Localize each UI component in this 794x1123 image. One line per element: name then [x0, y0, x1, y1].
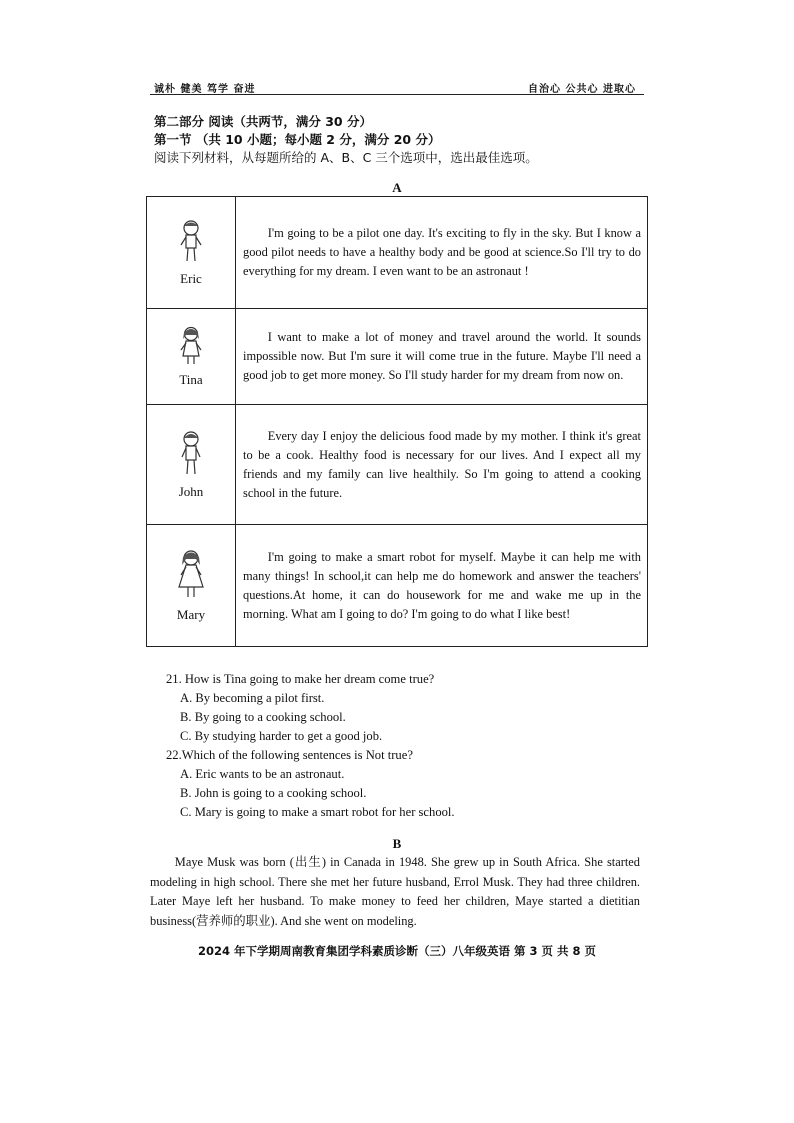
section-title: 第一节 （共 10 小题；每小题 2 分，满分 20 分） [154, 132, 441, 147]
passage-table [146, 196, 648, 647]
passage-text: Every day I enjoy the delicious food made by my mother. I think it's great to be a cook. Healthy food is necessary for our lives. And I expect all my friends and my family can live healthily. So I'm going to attend a cooking school in the future. [243, 428, 641, 500]
question-stem: 22.Which of the following sentences is Not true? [166, 748, 413, 762]
girl-figure-icon [176, 549, 206, 601]
passage-row [147, 405, 648, 525]
passage-text-cell [236, 525, 648, 647]
option-c: C. By studying harder to get a good job. [180, 729, 383, 743]
person-cell [147, 525, 236, 647]
person-cell [147, 309, 236, 405]
section-b-passage [150, 853, 640, 931]
page-footer: 2024 年下学期周南教育集团学科素质诊断（三）八年级英语 第 3 页 共 8 页 [197, 944, 597, 958]
person-name: John [178, 483, 204, 499]
question-stem: 21. How is Tina going to make her dream come true? [166, 672, 435, 686]
passage-text: I'm going to make a smart robot for myself. Maybe it can help me with many things! In school,it can help me do homework and answer the teachers' questions.At home, it can do housework for me and wake me up in the morning. What am I going to do? I'm going to do what I like best! [243, 549, 641, 621]
header-right-motto: 自治心 公共心 进取心 [528, 84, 636, 95]
part-title: 第二部分 阅读（共两节，满分 30 分） [154, 114, 372, 129]
option-b: B. By going to a cooking school. [180, 710, 346, 724]
section-b-label: B [392, 836, 402, 851]
passage-row [147, 525, 648, 647]
person-name: Eric [180, 270, 202, 286]
passage-text: I want to make a lot of money and travel around the world. It sounds impossible now. But I'm sure it will come true in the future. Maybe I'll need a good job to get more money. So I'll study harder for my dream from now on. [243, 330, 641, 382]
option-a: A. Eric wants to be an astronaut. [180, 767, 345, 781]
person-cell [147, 405, 236, 525]
person-name: Tina [179, 371, 203, 387]
passage-text-cell [236, 197, 648, 309]
passage-text: I'm going to be a pilot one day. It's exciting to fly in the sky. But I know a good pilot needs to have a healthy body and be good at science.So I'll try to do everything for my dream. I even want to be an astronaut ! [243, 226, 641, 278]
person-cell [147, 197, 236, 309]
reading-intro [154, 113, 538, 167]
passage-text-cell [236, 309, 648, 405]
option-b: B. John is going to a cooking school. [180, 786, 367, 800]
passage-row [147, 197, 648, 309]
person-name: Mary [176, 606, 206, 622]
passage-paragraph: Maye Musk was born (出生) in Canada in 1948. She grew up in South Africa. She started modeling in high school. There she met her future husband, Errol Musk. They had three children. Later Maye left her husband. To make money to feed her children, Maye started a dietitian business(营养师的职业). And she went on modeling. [150, 855, 640, 928]
boy-figure-icon [177, 430, 205, 478]
passage-text-cell [236, 405, 648, 525]
option-a: A. By becoming a pilot first. [180, 691, 325, 705]
boy-figure-icon [177, 219, 205, 265]
passage-row [147, 309, 648, 405]
header-divider [150, 94, 644, 95]
option-c: C. Mary is going to make a smart robot for her school. [180, 805, 455, 819]
section-a-label: A [392, 180, 402, 195]
girl-figure-icon [177, 326, 205, 366]
questions-block [166, 670, 455, 822]
header-left-motto: 诚朴 健美 笃学 奋进 [154, 84, 256, 95]
instructions: 阅读下列材料，从每题所给的 A、B、C 三个选项中，选出最佳选项。 [154, 150, 538, 165]
